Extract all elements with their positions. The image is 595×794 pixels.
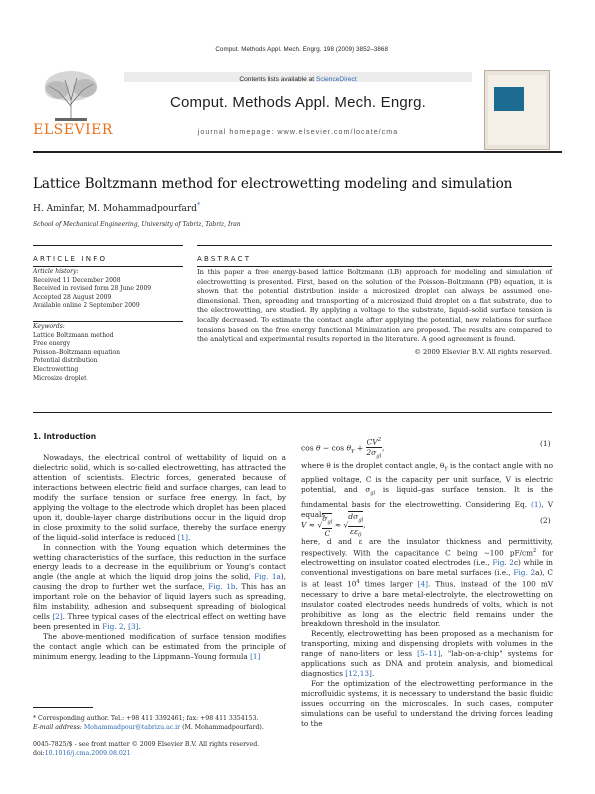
history-item: Received 11 December 2008	[33, 276, 121, 284]
keyword-item: Electrowetting	[33, 365, 79, 373]
rc-text: times larger	[359, 579, 418, 589]
footnote-rule	[33, 707, 93, 708]
rc-text: , V equals	[301, 499, 553, 519]
equation-link[interactable]: (1)	[531, 499, 542, 509]
intro-p2-text: . This has an important role on the behavior of liquid layers such as spreading, film instability, adhesion and subsequent spreading of biological cells	[33, 582, 286, 622]
keywords-rule	[33, 321, 183, 322]
rc-text: Recently, electrowetting has been proposed as a mechanism for transporting, mixing and dispensing droplets with volumes in the range of nano-liters or less	[301, 629, 553, 659]
figure-link[interactable]: Fig. 1a	[254, 572, 281, 582]
homepage-prefix: journal homepage:	[197, 127, 278, 136]
contents-prefix: Contents lists available at	[239, 76, 316, 83]
ref-link[interactable]: [3]	[128, 622, 139, 632]
contents-line	[123, 76, 473, 83]
ref-link[interactable]: [5–11]	[417, 649, 441, 659]
intro-p2-text: . Three typical cases of the electrical effect on wetting have been presented in	[33, 612, 286, 632]
abstract-rule-top	[197, 245, 552, 246]
intro-p2-text: .	[138, 622, 141, 632]
section-heading-introduction: 1. Introduction	[33, 432, 97, 441]
journal-cover-image	[484, 70, 550, 150]
figure-link[interactable]: Fig. 2	[513, 568, 536, 578]
email-link[interactable]: Mohammadpour@tabrizu.ac.ir	[83, 723, 181, 731]
rc-text: , "lab-on-a-chip" systems for applications such as DNA and protein analysis, and biomedical diagnostics	[301, 649, 553, 679]
ref-link[interactable]: [2]	[52, 612, 63, 622]
affiliation: School of Mechanical Engineering, University of Tabriz, Tabriz, Iran	[33, 221, 241, 228]
sciencedirect-link[interactable]: ScienceDirect	[315, 76, 357, 83]
article-info-rule-mid	[33, 266, 183, 267]
equation-1: $\cos \theta - \cos \theta_Y$ + $CV^2$ $2\sigma_{gl}$ ,	[301, 437, 385, 459]
intro-p2-text: ), causing the drop to further wet the surface,	[33, 572, 286, 592]
history-label: Article history:	[33, 268, 79, 275]
rc-text: is liquid–gas surface tension. It is the fundamental basis for the electrowetting. Considering Eq.	[301, 485, 553, 509]
abstract-text: In this paper a free energy-based lattice Boltzmann (LB) approach for modeling and simulation of electrowetting is presented. First, based on the solution of the Poisson–Boltzmann (PB) equation, it is shown that the potential distribution inside a microsized droplet can always be assumed one-dimensional. Then, spreading and transporting of a microsized fluid droplet on a flat substrate, due to the electrowetting, are studied. By applying a voltage to the substrate, liquid–solid surface tension is locally decreased. To estimate the contact angle after applying the potential, new relations for surface tensions based on the free energy functional Minimization are proposed. The results are compared to the analytical and experimental results reported in the literature. A good agreement is found.	[197, 268, 552, 344]
issn-line: 0045-7825/$ - see front matter © 2009 Elsevier B.V. All rights reserved.	[33, 741, 260, 748]
intro-paragraph-3	[33, 632, 286, 662]
rc-text: where θ is the droplet contact angle, θ	[301, 461, 445, 470]
equation-2-number: (2)	[540, 516, 551, 525]
intro-paragraph-1	[33, 453, 286, 543]
intro-paragraph-2	[33, 543, 286, 633]
doi-line	[33, 750, 333, 759]
article-title: Lattice Boltzmann method for electrowetting modeling and simulation	[33, 176, 513, 192]
cover-color-block	[494, 87, 524, 111]
publisher-name: ELSEVIER	[33, 122, 113, 138]
history-item: Accepted 28 August 2009	[33, 293, 112, 301]
figure-link[interactable]: Fig. 2	[102, 622, 124, 632]
right-col-text	[301, 537, 553, 729]
right-col-paragraph-1: where θ is the droplet contact angle, $\theta_Y$ is the contact angle with no applied voltage, C is the capacity per unit surface, V is electric potential, and $\sigma_{gl}$ is liquid–gas surface tension. It is the fundamental basis for the electrowetting. Considering Eq. (1), V equals	[301, 461, 553, 519]
abstract-rule-mid	[197, 266, 552, 267]
author-footnote-mark[interactable]: *	[196, 202, 201, 209]
equation-1-number: (1)	[540, 439, 551, 448]
rc-text: for electrowetting on insulator coated electrodes (i.e.,	[301, 548, 553, 568]
journal-title: Comput. Methods Appl. Mech. Engrg.	[169, 94, 427, 111]
ref-link[interactable]: [12,13]	[345, 669, 372, 679]
email-note	[33, 724, 293, 733]
figure-link[interactable]: Fig. 1b	[208, 582, 236, 592]
rc-text: is the contact angle with no applied voltage, C is the capacity per unit surface, V is electric potential, and σ	[301, 461, 553, 495]
right-col-paragraph-3	[301, 629, 553, 679]
keyword-item: Microsize droplet	[33, 374, 87, 382]
intro-p1-end: .	[188, 532, 191, 542]
intro-p2-text: In connection with the Young equation which determines the wetting characteristics of the surface, this reduction in the surface energy leads to a decrease in the equilibrium or Young's contact angle (the angle at which the liquid drop joins the solid,	[33, 542, 286, 582]
article-info-heading: ARTICLE INFO	[33, 255, 108, 263]
authors	[33, 202, 200, 214]
doi-label: doi:	[33, 749, 45, 757]
history-item: Received in revised form 28 June 2009	[33, 285, 152, 293]
keywords-label: Keywords:	[33, 323, 65, 330]
masthead-rule	[33, 151, 562, 153]
keyword-item: Potential distribution	[33, 357, 98, 365]
author-names: H. Aminfar, M. Mohammadpourfard	[33, 204, 197, 214]
abstract-rule-bottom	[33, 412, 552, 413]
homepage-link[interactable]: www.elsevier.com/locate/cma	[277, 127, 399, 136]
ref-link[interactable]: [4]	[417, 579, 428, 589]
footer-meta	[33, 741, 333, 759]
corresponding-author-note	[33, 715, 293, 724]
equation-2: V ≈ √ $\sigma_{gl}$ C ≈ √ $d\sigma_{gl}$ $\varepsilon\varepsilon_0$ ,	[301, 512, 366, 538]
right-col-paragraph-4: For the optimization of the electrowetting performance in the microfluidic systems, it is necessary to understand the basic fluidic issues occurring on the microscales. In such cases, computer simulations can be useful to understand the driving forces leading to the	[301, 679, 553, 728]
ref-link[interactable]: [1]	[177, 532, 189, 542]
figure-link[interactable]: Fig. 2	[492, 558, 514, 568]
footnote-mark: *	[33, 715, 37, 722]
history-item: Available online 2 September 2009	[33, 302, 140, 310]
article-history	[33, 268, 183, 311]
email-label: E-mail address:	[33, 723, 84, 731]
cover-inner	[488, 75, 546, 145]
keyword-item: Lattice Boltzmann method	[33, 331, 114, 339]
abstract-copyright: © 2009 Elsevier B.V. All rights reserved.	[414, 348, 552, 356]
footnote-text: Corresponding author. Tel.: +98 411 3392461; fax: +98 411 3354153.	[36, 715, 259, 722]
rc-text: here, d and ε are the insulator thickness and permittivity, respectively. With the capacitance C being ∼100 pF/cm	[301, 537, 553, 558]
rc-text: . Thus, instead of the 100 mV necessary to drive a bare metal-electrolyte, the electrowetting on insulator coated electrodes needs hundreds of volts, which is not prohibitive as long as the electric field remains under the breakdown threshold in the insulator.	[301, 579, 554, 629]
doi-link[interactable]: 10.1016/j.cma.2009.08.021	[44, 749, 131, 757]
footnote	[33, 715, 293, 733]
right-col-paragraph-2: here, d and ε are the insulator thickness and permittivity, respectively. With the capacitance C being ∼100 $pF/cm^2$ for electrowetting on insulator coated electrodes (i.e., Fig. 2c) while in conventional investigations on bare metal surfaces (i.e., Fig. 2a), C is at least $10^4$ times larger [4]. Thus, instead of the 100 mV necessary to drive a bare metal-electrolyte, the electrowetting on insulator coated electrodes needs hundreds of volts, which is not prohibitive as long as the electric field remains under the breakdown threshold in the insulator.	[301, 537, 554, 629]
article-info-rule-top	[33, 245, 183, 246]
abstract-heading: ABSTRACT	[197, 255, 252, 263]
intro-p2-text: ,	[123, 622, 129, 632]
email-name: (M. Mohammadpourfard).	[180, 723, 264, 731]
keyword-item: Poisson–Boltzmann equation	[33, 348, 121, 356]
journal-homepage	[123, 127, 473, 136]
journal-reference: Comput. Methods Appl. Mech. Engrg. 198 (2009) 3852–3868	[215, 46, 388, 53]
keyword-item: Free energy	[33, 340, 71, 348]
intro-p1-text: Nowadays, the electrical control of wettability of liquid on a dielectric solid, which is so-called electrowetting, has attracted the attention of scientists. Electric forces, generated because of interactions between electric field and surface charges, can lead to modify the surface tension or surface free energy. In fact, by applying the voltage to the electrode which droplet has been placed upon it, double-layer charge distributions occur in the liquid drop in close proximity to the solid surface, thereby the surface energy of the liquid–solid interface is reduced	[33, 453, 286, 542]
intro-p3-text: The above-mentioned modification of surface tension modifies the contact angle which can be estimated from the principle of minimum energy, leading to the Lippmann–Young formula	[33, 632, 286, 662]
left-column	[33, 453, 286, 662]
keywords	[33, 323, 183, 383]
ref-link[interactable]: [1]	[250, 652, 261, 662]
rc-text: a), C is at least 10	[301, 568, 553, 589]
rc-text: c) while in conventional investigations on bare metal surfaces (i.e.,	[301, 558, 553, 578]
rc-text: .	[371, 669, 375, 679]
